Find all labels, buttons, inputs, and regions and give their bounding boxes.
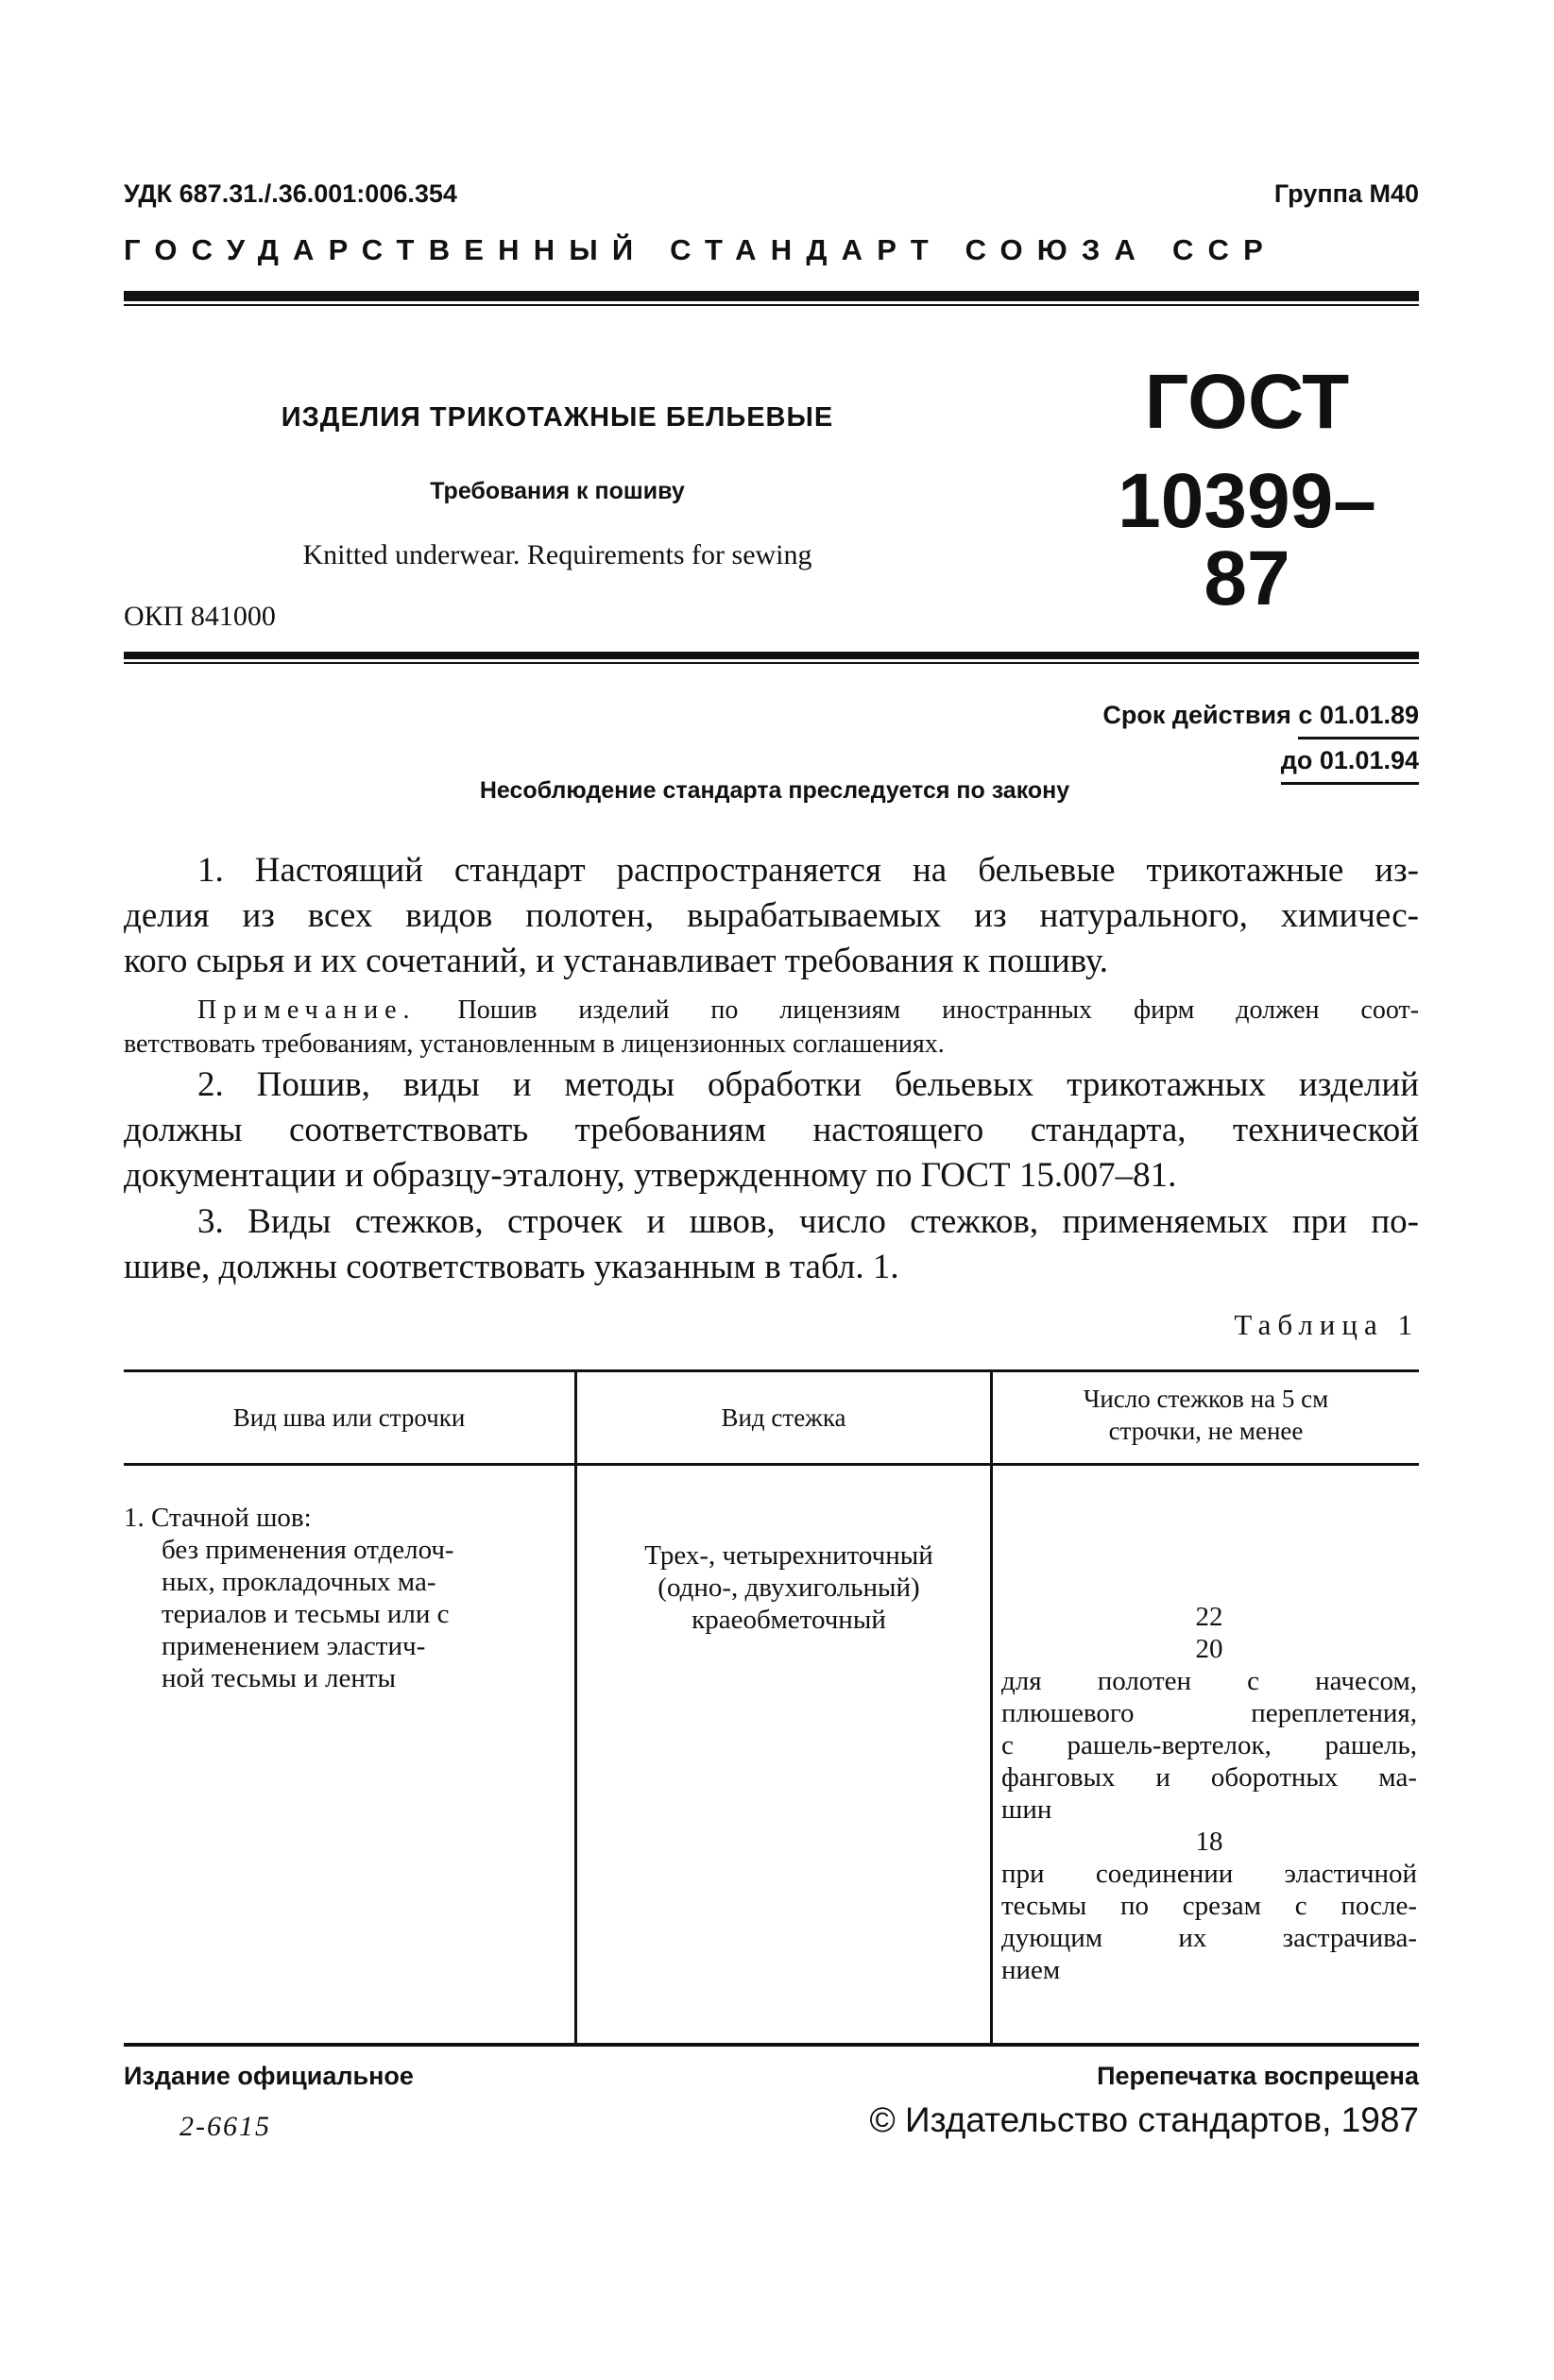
header-thin-rule xyxy=(124,304,1419,306)
validity-from: с 01.01.89 xyxy=(1298,694,1419,740)
seam-type-line: ной тесьмы и ленты xyxy=(162,1663,397,1693)
table-label: Таблица 1 xyxy=(1234,1308,1419,1341)
stitch-count-condition-line: для полотен с начесом, xyxy=(1001,1666,1417,1696)
table-header-stitch-count-line: Число стежков на 5 см xyxy=(1083,1385,1329,1413)
document-subtitle: Требования к пошиву xyxy=(430,478,685,504)
validity-label: Срок действия xyxy=(1102,701,1291,729)
clause-1-line: делия из всех видов полотен, вырабатываемых из натурального, химичес- xyxy=(124,896,1419,935)
note-line xyxy=(124,994,1419,1028)
clause-1-line: кого сырья и их сочетаний, и устанавливает требования к пошиву. xyxy=(124,942,1109,980)
clause-2-line: должны соответствовать требованиям настоящего стандарта, технической xyxy=(124,1111,1419,1149)
stitch-count-condition-line: дующим их застрачива- xyxy=(1001,1923,1417,1953)
table-header-seam-type: Вид шва или строчки xyxy=(232,1403,466,1432)
stitch-count-condition-line: фанговых и оборотных ма- xyxy=(1001,1762,1417,1793)
stitch-count-value: 22 xyxy=(1195,1602,1223,1632)
prosecution-notice: Несоблюдение стандарта преследуется по закону xyxy=(479,777,1070,804)
stitch-count-condition-line: с рашель-вертелок, рашель, xyxy=(1001,1730,1417,1760)
validity-period xyxy=(1102,694,1419,785)
stitch-type-line: краеобметочный xyxy=(692,1605,886,1635)
seam-type-line: применением эластич- xyxy=(162,1631,426,1661)
stitch-count-condition-line: плюшевого переплетения, xyxy=(1001,1698,1417,1728)
state-standard-heading: ГОСУДАРСТВЕННЫЙ СТАНДАРТ СОЮЗА ССР xyxy=(124,233,1278,266)
stitch-count-condition-line: при соединении эластичной xyxy=(1001,1859,1417,1889)
gost-number: 10399–87 xyxy=(1118,458,1376,621)
seam-type-line: без применения отделоч- xyxy=(162,1535,454,1565)
stitch-count-condition-line: нием xyxy=(1001,1955,1061,1985)
clause-1-line: 1. Настоящий стандарт распространяется на бельевые трикотажные из- xyxy=(197,851,1419,890)
table-bottom-rule xyxy=(124,2043,1419,2047)
note xyxy=(124,994,1419,1062)
clause-3-line: шиве, должны соответствовать указанным в табл. 1. xyxy=(124,1248,899,1286)
copyright-notice: © Издательство стандартов, 1987 xyxy=(869,2100,1419,2139)
seam-type-line: териалов и тесьмы или с xyxy=(162,1599,450,1629)
note-line: ветствовать требованиям, установленным в лицензионных соглашениях. xyxy=(124,1029,945,1059)
clause-1 xyxy=(124,848,1419,984)
table-header-rule xyxy=(124,1463,1419,1466)
stitch-type-line: Трех-, четырехниточный xyxy=(644,1540,933,1571)
title-thick-rule xyxy=(124,652,1419,659)
header-thick-rule xyxy=(124,291,1419,301)
table-header-stitch-count-line: строчки, не менее xyxy=(1108,1417,1304,1445)
document-title: ИЗДЕЛИЯ ТРИКОТАЖНЫЕ БЕЛЬЕВЫЕ xyxy=(281,402,834,433)
group-code: Группа М40 xyxy=(1273,179,1419,208)
clause-2-line: 2. Пошив, виды и методы обработки бельевых трикотажных изделий xyxy=(197,1065,1419,1104)
okp-code: ОКП 841000 xyxy=(124,601,276,632)
english-title: Knitted underwear. Requirements for sewing xyxy=(302,539,812,570)
table-cell-stitch-count xyxy=(1001,1601,1417,1986)
clause-2 xyxy=(124,1062,1419,1198)
seam-type-line: 1. Стачной шов: xyxy=(124,1503,312,1533)
clause-2-line: документации и образцу-эталону, утвержденному по ГОСТ 15.007–81. xyxy=(124,1156,1177,1195)
note-text: Пошив изделий по лицензиям иностранных фирм должен соот- xyxy=(457,995,1420,1025)
stitch-count-condition-line: тесьмы по срезам с после- xyxy=(1001,1891,1417,1921)
table-header-stitch-type: Вид стежка xyxy=(721,1403,846,1432)
table-cell-stitch-type xyxy=(586,1539,992,1636)
stitch-count-value: 20 xyxy=(1195,1634,1223,1664)
title-thin-rule xyxy=(124,662,1419,664)
gost-label: ГОСТ xyxy=(1144,359,1350,445)
table-column-divider xyxy=(574,1369,577,2043)
reprint-prohibited-label: Перепечатка воспрещена xyxy=(1097,2062,1419,2090)
clause-3 xyxy=(124,1199,1419,1290)
official-edition-label: Издание официальное xyxy=(124,2062,414,2090)
udk-code: УДК 687.31./.36.001:006.354 xyxy=(124,179,457,208)
table-column-divider xyxy=(990,1369,993,2043)
table-header-stitch-count xyxy=(993,1383,1419,1447)
stitch-count-value: 18 xyxy=(1195,1827,1223,1857)
seam-type-line: ных, прокладочных ма- xyxy=(162,1567,436,1597)
validity-to: до 01.01.94 xyxy=(1281,740,1419,785)
handwritten-number: 2-6615 xyxy=(179,2111,271,2142)
stitch-count-condition-line: шин xyxy=(1001,1794,1052,1825)
note-label: Примечание. xyxy=(197,995,417,1025)
table-cell-seam-type xyxy=(124,1502,568,1694)
clause-3-line: 3. Виды стежков, строчек и швов, число стежков, применяемых при по- xyxy=(197,1202,1419,1241)
table-top-rule xyxy=(124,1369,1419,1372)
stitch-type-line: (одно-, двухигольный) xyxy=(657,1572,920,1603)
